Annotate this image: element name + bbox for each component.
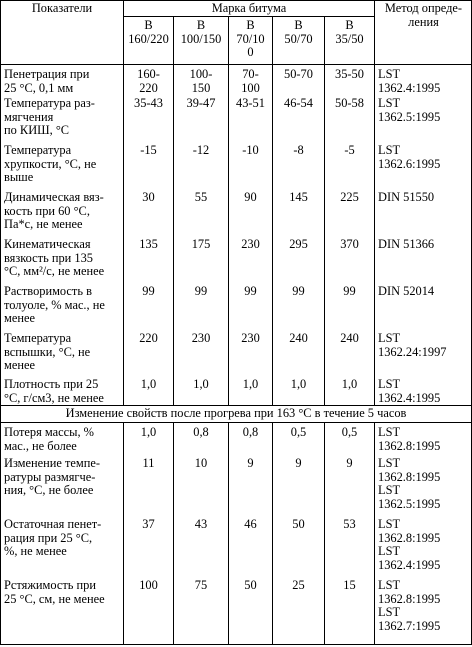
rule-col-6-lower <box>374 422 375 645</box>
rule-col-5-lower <box>324 422 325 645</box>
row-method: LST 1362.8:1995 LST 1362.5:1995 <box>378 456 441 511</box>
row-value: 0,8 <box>242 425 259 439</box>
row-value: 0,5 <box>290 425 307 439</box>
row-value: 99 <box>343 284 356 298</box>
row-value: 25 <box>292 578 305 592</box>
row-label: Кинематическая вязкость при 135 °С, мм²/с, не менее <box>4 237 105 278</box>
row-value: 145 <box>289 190 308 204</box>
row-label: Остаточная пенет- рация при 25 °С, %, не менее <box>4 517 102 558</box>
rule-brand-under <box>123 16 374 17</box>
row-value: 1,0 <box>140 377 157 391</box>
row-method: LST 1362.24:1997 <box>378 331 447 359</box>
row-value: 370 <box>340 237 359 251</box>
row-value: 175 <box>191 237 211 251</box>
rule-bottom <box>0 644 472 645</box>
row-value: -5 <box>344 143 355 157</box>
rule-left <box>0 0 1 645</box>
row-label: Изменение темпе- ратуры размягче- ния, °С, не более <box>4 456 101 497</box>
row-value: 9 <box>295 456 302 470</box>
row-value: 160- 220 <box>137 67 160 95</box>
header-brand: Марка битума <box>211 1 287 15</box>
row-value: 43 <box>194 517 208 531</box>
rule-section-bottom <box>0 422 472 423</box>
row-value: 1,0 <box>193 377 209 391</box>
row-value: -15 <box>140 143 157 157</box>
row-value: 0,8 <box>193 425 209 439</box>
row-label: Динамическая вяз- кость при 60 °С, Па*с, не менее <box>4 190 104 231</box>
row-value: 9 <box>346 456 353 470</box>
row-value: 1,0 <box>242 377 259 391</box>
row-label: Плотность при 25 °С, г/см3, не менее <box>4 377 104 405</box>
rule-col-4-lower <box>272 422 273 645</box>
row-value: -8 <box>293 143 304 157</box>
row-value: 15 <box>343 578 356 592</box>
row-value: 39-47 <box>186 96 216 110</box>
section-note: Изменение свойств после прогрева при 163 °С в течение 5 часов <box>65 406 407 420</box>
row-value: 9 <box>247 456 254 470</box>
row-label: Растворимость в толуоле, % мас., не менее <box>4 284 105 325</box>
row-value: 99 <box>292 284 305 298</box>
row-value: 240 <box>289 331 308 345</box>
row-value: 35-43 <box>134 96 163 110</box>
rule-col-2-lower <box>173 422 174 645</box>
row-method: LST 1362.4:1995 <box>378 377 441 405</box>
row-value: 50 <box>292 517 305 531</box>
row-value: 100- 150 <box>189 67 213 95</box>
row-value: 10 <box>194 456 208 470</box>
row-value: -10 <box>242 143 259 157</box>
row-value: 35-50 <box>335 67 364 81</box>
row-method: LST 1362.8:1995 LST 1362.4:1995 <box>378 517 441 572</box>
rule-col-3-lower <box>228 422 229 645</box>
row-value: 50-70 <box>284 67 313 81</box>
row-method: LST 1362.8:1995 <box>378 425 441 453</box>
row-value: 295 <box>289 237 308 251</box>
row-value: 1,0 <box>140 425 157 439</box>
row-value: 230 <box>241 331 260 345</box>
row-label: Температура вспышки, °С, не менее <box>4 331 91 372</box>
row-label: Температура раз- мягчения по КИШ, °С <box>4 96 95 137</box>
row-value: 225 <box>340 190 359 204</box>
row-value: 75 <box>194 578 208 592</box>
row-value: -12 <box>192 143 210 157</box>
row-method: DIN 51550 <box>378 190 435 204</box>
row-value: 230 <box>241 237 260 251</box>
row-method: LST 1362.8:1995 LST 1362.7:1995 <box>378 578 441 633</box>
row-value: 46 <box>244 517 257 531</box>
row-value: 30 <box>142 190 155 204</box>
row-value: 70- 100 <box>241 67 260 95</box>
row-method: LST 1362.6:1995 <box>378 143 441 171</box>
row-value: 43-51 <box>236 96 265 110</box>
row-value: 220 <box>139 331 158 345</box>
row-value: 11 <box>142 456 155 470</box>
row-method: DIN 51366 <box>378 237 435 251</box>
row-value: 53 <box>343 517 356 531</box>
row-value: 55 <box>194 190 208 204</box>
row-value: 50-58 <box>335 96 364 110</box>
row-label: Потеря массы, % мас., не более <box>4 425 94 453</box>
rule-col-1-lower <box>123 422 124 645</box>
row-label: Пенетрация при 25 °С, 0,1 мм <box>4 67 90 95</box>
row-value: 37 <box>142 517 155 531</box>
header-indicators: Показатели <box>31 1 93 15</box>
row-value: 230 <box>191 331 211 345</box>
row-value: 1,0 <box>341 377 358 391</box>
row-value: 0,5 <box>341 425 358 439</box>
row-value: 100 <box>139 578 158 592</box>
row-value: 90 <box>244 190 257 204</box>
row-label: Температура хрупкости, °С, не выше <box>4 143 97 184</box>
header-grade: B 100/150 <box>180 18 222 46</box>
rule-col-6 <box>374 0 375 406</box>
row-value: 50 <box>244 578 257 592</box>
row-value: 99 <box>194 284 208 298</box>
row-value: 99 <box>244 284 257 298</box>
row-method: LST 1362.5:1995 <box>378 96 441 124</box>
row-method: LST 1362.4:1995 <box>378 67 441 95</box>
header-grade: B 70/10 0 <box>236 18 265 59</box>
rule-header-bottom <box>0 64 472 65</box>
row-value: 46-54 <box>284 96 313 110</box>
header-grade: B 160/220 <box>128 18 169 46</box>
row-label: Рстяжимость при 25 °С, см, не менее <box>4 578 105 606</box>
header-grade: B 35/50 <box>335 18 364 46</box>
row-value: 240 <box>340 331 359 345</box>
row-method: DIN 52014 <box>378 284 435 298</box>
row-value: 1,0 <box>290 377 307 391</box>
header-grade: B 50/70 <box>284 18 313 46</box>
header-method: Метод опреде- ления <box>384 1 463 29</box>
row-value: 99 <box>142 284 155 298</box>
row-value: 135 <box>139 237 158 251</box>
